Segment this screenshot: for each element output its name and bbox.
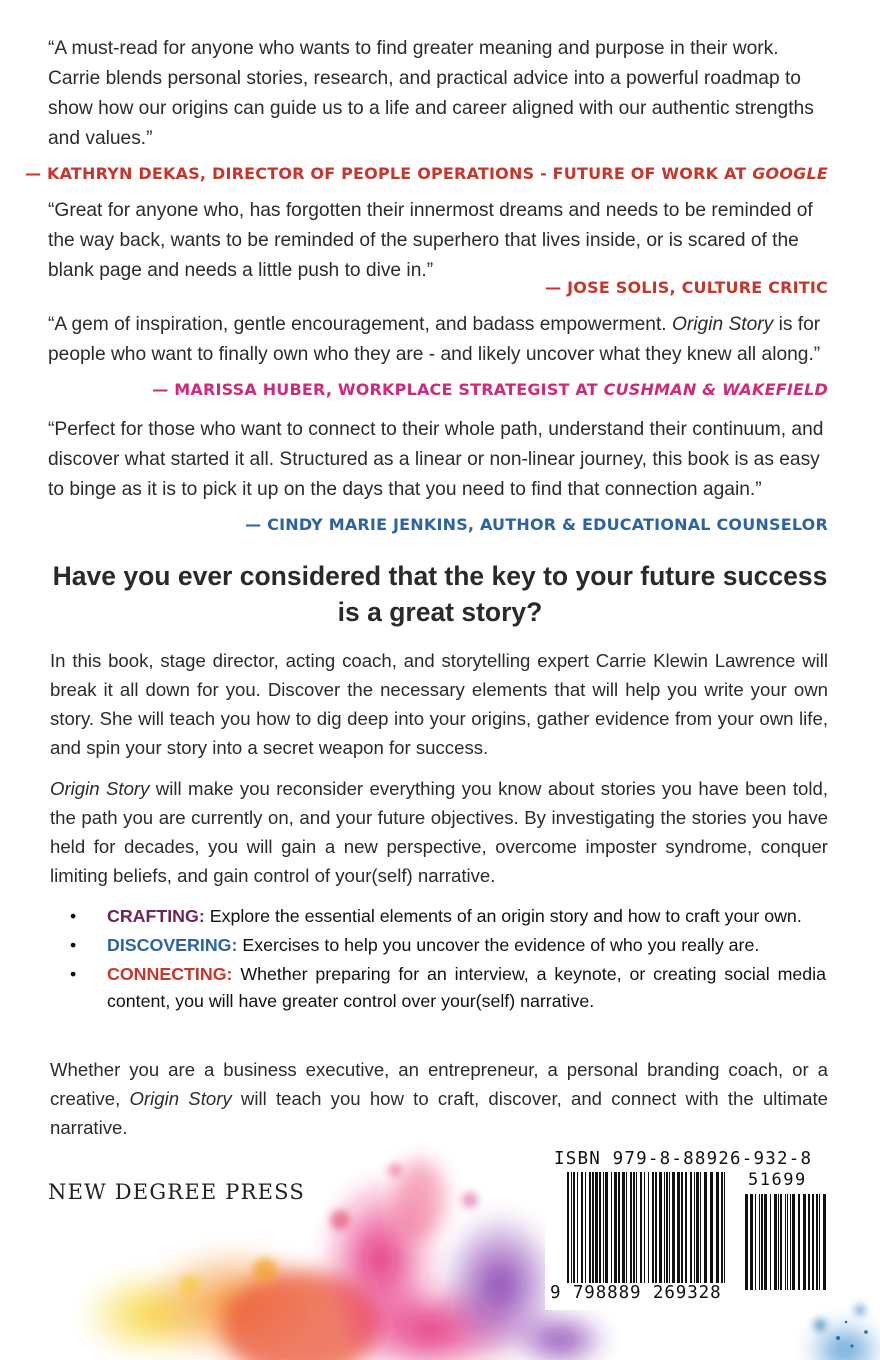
barcode-bar: [816, 1194, 818, 1290]
barcode-bar: [595, 1172, 598, 1290]
isbn-text: ISBN 979-8-88926-932-8: [554, 1149, 813, 1169]
barcode-bar: [655, 1172, 657, 1290]
barcode-bar: [585, 1172, 586, 1290]
barcode-bar: [694, 1172, 695, 1290]
barcode-bar: [803, 1194, 806, 1290]
paragraph-text: will make you reconsider everything you know about stories you have been told, the path you are currently on, and your future objectives. By investigating the stories you have held for decades, you will gain a new perspective, overcome imposter syndrome, conquer limiting beliefs, and gain control of your(self) narrative.: [50, 778, 828, 886]
testimonial-attribution-4: — CINDY MARIE JENKINS, AUTHOR & EDUCATIONAL COUNSELOR: [245, 515, 828, 534]
feature-label: DISCOVERING:: [107, 935, 238, 955]
barcode-bar: [672, 1172, 675, 1290]
barcode-bar: [614, 1172, 617, 1290]
barcode-bar: [778, 1194, 779, 1290]
feature-crafting: [70, 903, 826, 930]
barcode-bar: [648, 1172, 649, 1290]
barcode-bar: [700, 1172, 701, 1290]
barcode-bar: [823, 1194, 826, 1290]
feature-connecting: [70, 961, 826, 1015]
barcode-bar: [599, 1172, 601, 1290]
closing-paragraph: [50, 1055, 828, 1142]
barcode-bar: [792, 1194, 795, 1290]
barcode-bar: [681, 1172, 683, 1290]
barcode-bar: [745, 1194, 748, 1290]
barcode-bar: [764, 1194, 767, 1290]
barcode-bar: [611, 1172, 612, 1290]
feature-text: Explore the essential elements of an origin story and how to craft your own.: [204, 906, 802, 926]
barcode-bar: [704, 1172, 707, 1290]
barcode-bar: [710, 1172, 713, 1290]
barcode-bar: [589, 1172, 591, 1290]
barcode-bar: [685, 1172, 687, 1290]
testimonial-quote-2: “Great for anyone who, has forgotten their innermost dreams and needs to be reminded of the way back, wants to be reminded of the superhero that lives inside, or is scared of the blank page and needs a little push to dive in.”: [48, 200, 813, 281]
publisher-name: NEW DEGREE PRESS: [48, 1180, 305, 1204]
book-title: Origin Story: [671, 314, 774, 335]
barcode-bar: [571, 1172, 572, 1290]
barcode-bar: [774, 1194, 777, 1290]
barcode-bar: [573, 1172, 575, 1290]
testimonial-quote-3: [48, 310, 828, 370]
barcode-bar: [664, 1172, 665, 1290]
price-code: 51699: [748, 1170, 807, 1190]
barcode-bar: [724, 1172, 725, 1290]
barcode-bar: [761, 1194, 763, 1290]
barcode-bar: [633, 1172, 635, 1290]
barcode-bar: [696, 1172, 699, 1290]
testimonial-attribution-2: — JOSE SOLIS, CULTURE CRITIC: [545, 278, 828, 297]
feature-text: Exercises to help you uncover the evidence of who you really are.: [237, 935, 760, 955]
barcode-bar: [798, 1194, 800, 1290]
barcode-bar: [808, 1194, 810, 1290]
headline: Have you ever considered that the key to your future success is a great story?: [52, 561, 828, 627]
quote-text: is for people who want to finally own who they are - and likely uncover what they knew all along.”: [48, 314, 821, 365]
barcode-bar: [577, 1172, 578, 1290]
barcode-bar: [787, 1194, 788, 1290]
barcode-bar: [567, 1172, 569, 1290]
intro-paragraph: In this book, stage director, acting coach, and storytelling expert Carrie Klewin Lawrence will break it all down for you. Discover the necessary elements that will help you write your own story. She will teach you how to dig deep into your origins, gather evidence from your own life, and spin your story into a secret weapon for success.: [50, 650, 828, 758]
book-title: Origin Story: [129, 1088, 232, 1109]
attribution-company: GOOGLE: [752, 164, 828, 183]
barcode-bar: [690, 1172, 692, 1290]
barcode-bar: [770, 1194, 771, 1290]
attribution-company: CUSHMAN & WAKEFIELD: [603, 380, 828, 399]
barcode-bar: [640, 1172, 642, 1290]
barcode-bar: [677, 1172, 680, 1290]
barcode-bar: [750, 1194, 753, 1290]
barcode-bar: [626, 1172, 627, 1290]
barcode-bar: [666, 1172, 668, 1290]
barcode-bar: [669, 1172, 670, 1290]
barcode-bar: [581, 1172, 583, 1290]
paragraph-text: will teach you how to craft, discover, and connect with the ultimate narrative.: [50, 1088, 829, 1138]
testimonial-attribution-3: [152, 380, 828, 399]
testimonial-quote-4: “Perfect for those who want to connect to their whole path, understand their continuum, and discover what started it all. Structured as a linear or non-linear journey, this book is as easy to binge as it is to pick it up on the days that you need to find that connection again.”: [48, 419, 824, 500]
barcode-bar: [618, 1172, 620, 1290]
barcode-bar: [644, 1172, 645, 1290]
barcode-bar: [605, 1172, 608, 1290]
testimonial-attribution-1: [25, 164, 828, 183]
feature-list: [70, 903, 826, 1017]
description-paragraph: [50, 774, 828, 890]
testimonial-quote-1: “A must-read for anyone who wants to find greater meaning and purpose in their work. Carrie blends personal stories, research, and practical advice into a powerful roadmap to show how our origins can guide us to a life and career aligned with our authentic strengths and values.”: [48, 38, 814, 149]
isbn-barcode: [545, 1148, 835, 1310]
quote-text: “A gem of inspiration, gentle encouragement, and badass empowerment.: [48, 314, 672, 335]
barcode-bar: [592, 1172, 594, 1290]
barcode-bar: [785, 1194, 786, 1290]
barcode-bar: [790, 1194, 791, 1290]
barcode-bar: [603, 1172, 604, 1290]
barcode-bar: [812, 1194, 814, 1290]
feature-label: CRAFTING:: [107, 906, 205, 926]
book-title: Origin Story: [50, 778, 150, 799]
attribution-name: — MARISSA HUBER, WORKPLACE STRATEGIST AT: [152, 380, 604, 399]
barcode-bar: [759, 1194, 760, 1290]
barcode-bar: [630, 1172, 632, 1290]
feature-discovering: [70, 932, 826, 959]
barcode-bar: [721, 1172, 723, 1290]
barcode-bar: [622, 1172, 625, 1290]
barcode-digits: 9 798889 269328: [547, 1283, 725, 1303]
attribution-name: — KATHRYN DEKAS, DIRECTOR OF PEOPLE OPERATIONS - FUTURE OF WORK AT: [25, 164, 753, 183]
barcode-bar: [659, 1172, 662, 1290]
feature-label: CONNECTING:: [107, 964, 233, 984]
feature-text: Whether preparing for an interview, a keynote, or creating social media content, you will have greater control over your(self) narrative.: [107, 964, 826, 1011]
barcode-bar: [755, 1194, 756, 1290]
barcode-bar: [652, 1172, 654, 1290]
barcode-bar: [780, 1194, 782, 1290]
barcode-bar: [716, 1172, 719, 1290]
paragraph-text: Whether you are a business executive, an entrepreneur, a personal branding coach, or a creative,: [50, 1059, 828, 1109]
barcode-bar: [636, 1172, 637, 1290]
barcode-bar: [819, 1194, 820, 1290]
